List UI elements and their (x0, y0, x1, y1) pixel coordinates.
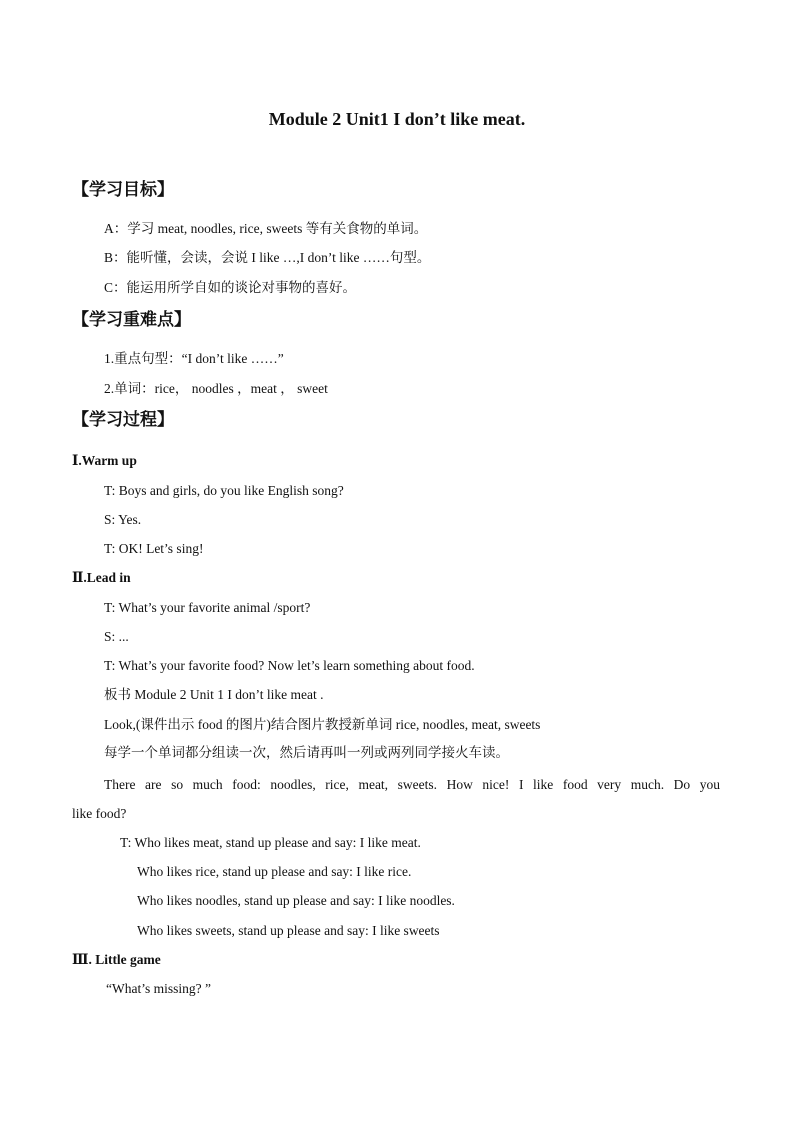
lead-in-line: T: What’s your favorite animal /sport? (104, 600, 311, 615)
warm-up-heading: Ⅰ.Warm up (72, 453, 137, 468)
lead-in-paragraph-continued: like food? (72, 806, 127, 821)
dialogue-line: Who likes rice, stand up please and say: I like rice. (137, 864, 412, 879)
document-title: Module 2 Unit1 I don’t like meat. (268, 109, 526, 129)
objective-item: B：能听懂，会读，会说 I like …,I don’t like ……句型。 (104, 250, 431, 265)
key-points-heading: 【学习重难点】 (72, 310, 191, 330)
lead-in-line: T: What’s your favorite food? Now let’s learn something about food. (104, 658, 475, 673)
lead-in-line: S: ... (104, 629, 129, 644)
objectives-heading: 【学习目标】 (72, 180, 174, 200)
dialogue-line: T: Who likes meat, stand up please and say: I like meat. (120, 835, 421, 850)
objective-item: C：能运用所学自如的谈论对事物的喜好。 (104, 280, 357, 295)
lead-in-line: Look,(课件出示 food 的图片)结合图片教授新单词 rice, noodles, meat, sweets (104, 717, 541, 732)
key-point-item: 2.单词：rice， noodles ，meat ， sweet (104, 381, 328, 396)
objective-item: A：学习 meat, noodles, rice, sweets 等有关食物的单词。 (104, 221, 428, 236)
lead-in-paragraph: There are so much food: noodles, rice, meat, sweets. How nice! I like food very much. Do you (104, 777, 720, 792)
process-heading: 【学习过程】 (72, 410, 174, 430)
warm-up-line: S: Yes. (104, 512, 142, 527)
little-game-line: “What’s missing? ” (106, 981, 211, 996)
key-point-item: 1.重点句型：“I don’t like ……” (104, 351, 284, 366)
warm-up-line: T: Boys and girls, do you like English song? (104, 483, 344, 498)
lead-in-line: 板书 Module 2 Unit 1 I don’t like meat . (104, 687, 324, 702)
lead-in-heading: Ⅱ.Lead in (72, 570, 131, 585)
little-game-heading: Ⅲ. Little game (72, 952, 161, 967)
lead-in-line: 每学一个单词都分组读一次，然后请再叫一列或两列同学接火车读。 (104, 745, 509, 760)
dialogue-line: Who likes sweets, stand up please and say: I like sweets (137, 923, 440, 938)
dialogue-line: Who likes noodles, stand up please and say: I like noodles. (137, 893, 455, 908)
warm-up-line: T: OK! Let’s sing! (104, 541, 204, 556)
